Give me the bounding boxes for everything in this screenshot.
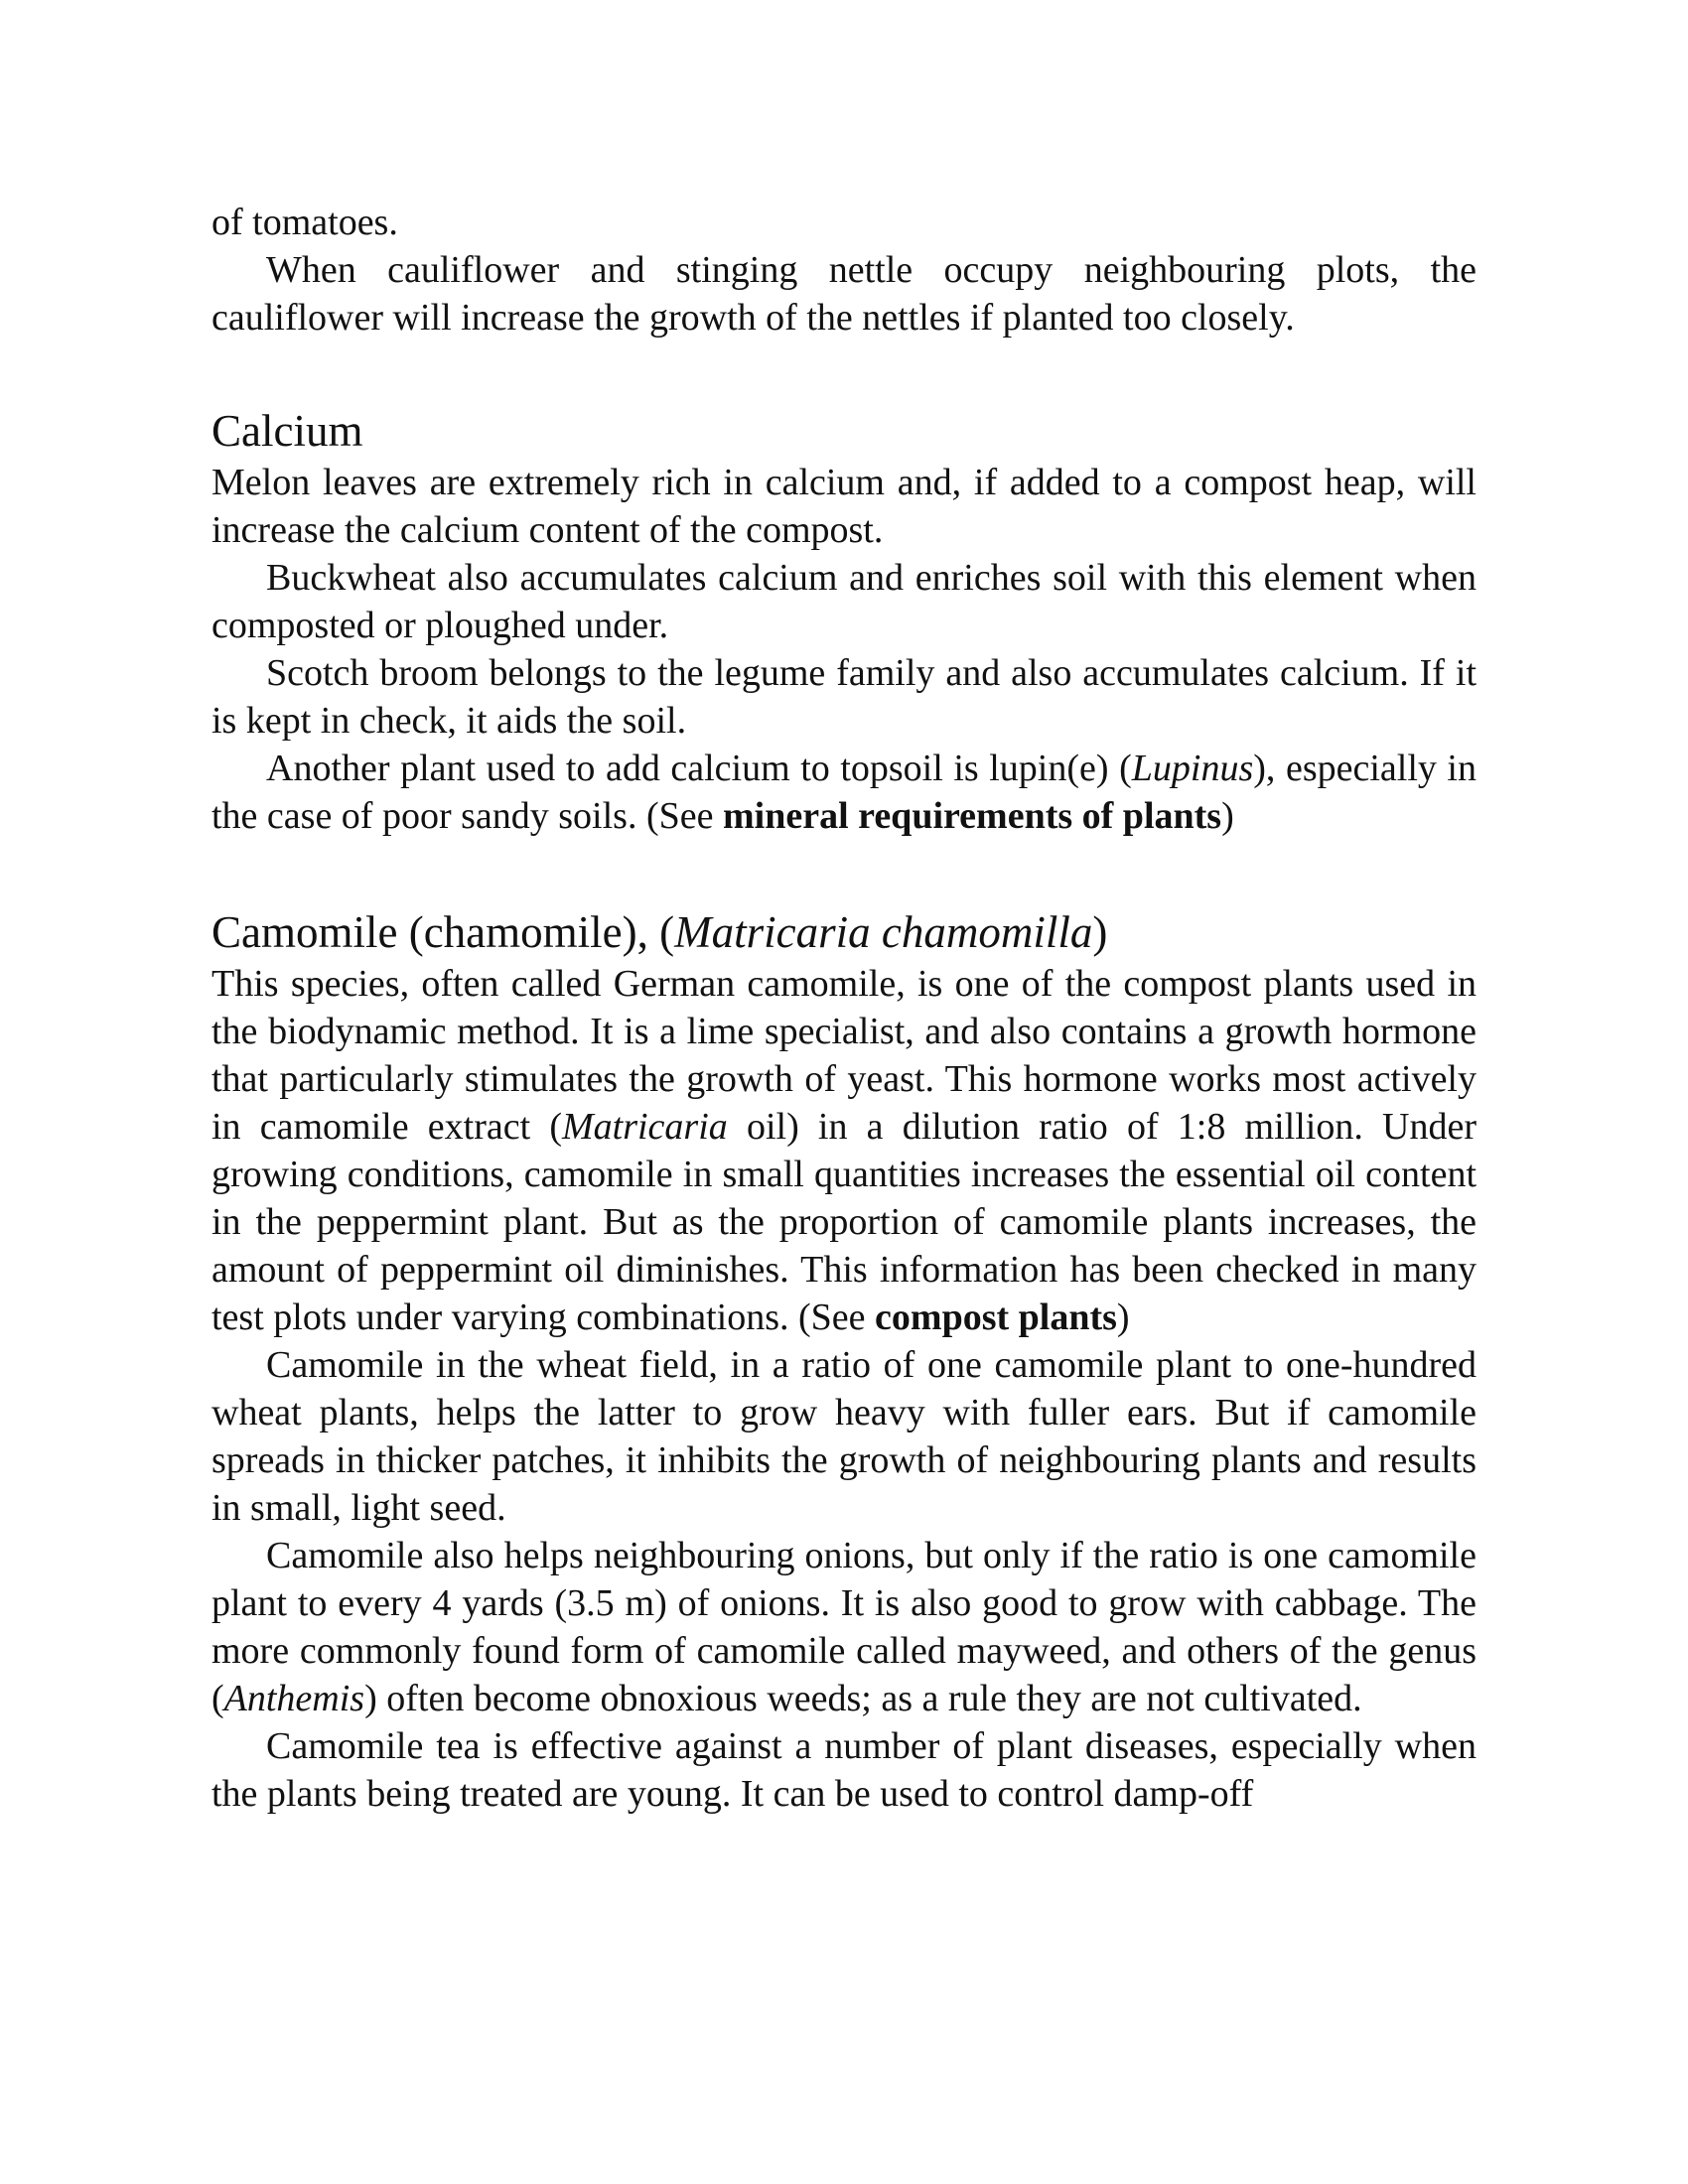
camomile-paragraph-1 [211,960,1477,1341]
text-run: ) [1116,1297,1130,1338]
text-run: Camomile (chamomile), ( [211,907,675,957]
section-heading-calcium: Calcium [211,406,363,456]
section-heading-camomile [211,904,1477,960]
text-run: ) often become obnoxious weeds; as a rule they are not cultivated. [364,1678,1362,1719]
calcium-paragraph-4 [211,745,1477,840]
species-name-matricaria-chamomilla: Matricaria chamomilla [674,907,1093,957]
text-run: ) [1092,907,1108,957]
cross-reference-mineral-requirements: mineral requirements of plants [723,795,1222,837]
section-spacer [211,341,1477,403]
species-name-matricaria: Matricaria [561,1106,728,1148]
camomile-paragraph-3 [211,1532,1477,1722]
document-page [211,199,1477,1818]
text-run: Another plant used to add calcium to topsoil is lupin(e) ( [266,748,1132,789]
text-run: This species, often called German camomile, is one of the compost plants used in the biodynamic method. It is a lime specialist, and also contains a growth hormone that particularly stimulates the growth of yeast. This hormone works most actively in camomile extract ( [211,963,1477,1148]
intro-paragraph-2: When cauliflower and stinging nettle occupy neighbouring plots, the cauliflower will increase the growth of the nettles if planted too closely. [211,249,1477,339]
text-run: Camomile also helps neighbouring onions, but only if the ratio is one camomile plant to every 4 yards (3.5 m) of onions. It is also good to grow with cabbage. The more commonly found form of camomile called mayweed, and others of the genus ( [211,1535,1477,1719]
text-run: ), especially in the case of poor sandy soils. (See [211,748,1477,837]
species-name-lupinus: Lupinus [1131,748,1254,789]
camomile-paragraph-2: Camomile in the wheat field, in a ratio of one camomile plant to one-hundred wheat plants, helps the latter to grow heavy with fuller ears. But if camomile spreads in thicker patches, it inhibits the growth of neighbouring plants and results in small, light seed. [211,1344,1477,1529]
cross-reference-compost-plants: compost plants [875,1297,1117,1338]
calcium-paragraph-3: Scotch broom belongs to the legume family and also accumulates calcium. If it is kept in check, it aids the soil. [211,652,1477,742]
text-run: oil) in a dilution ratio of 1:8 million. Under growing conditions, camomile in small quantities increases the essential oil content in the peppermint plant. But as the proportion of camomile plants increases, the amount of peppermint oil diminishes. This information has been checked in many test plots under varying combinations. (See [211,1106,1477,1338]
text-run: ) [1221,795,1234,837]
species-name-anthemis: Anthemis [223,1678,365,1719]
section-spacer [211,840,1477,904]
intro-paragraph-1: of tomatoes. [211,202,398,243]
calcium-paragraph-2: Buckwheat also accumulates calcium and enriches soil with this element when composted or ploughed under. [211,557,1477,646]
camomile-paragraph-4: Camomile tea is effective against a number of plant diseases, especially when the plants being treated are young. It can be used to control damp-off [211,1725,1477,1815]
calcium-paragraph-1: Melon leaves are extremely rich in calcium and, if added to a compost heap, will increase the calcium content of the compost. [211,462,1477,551]
